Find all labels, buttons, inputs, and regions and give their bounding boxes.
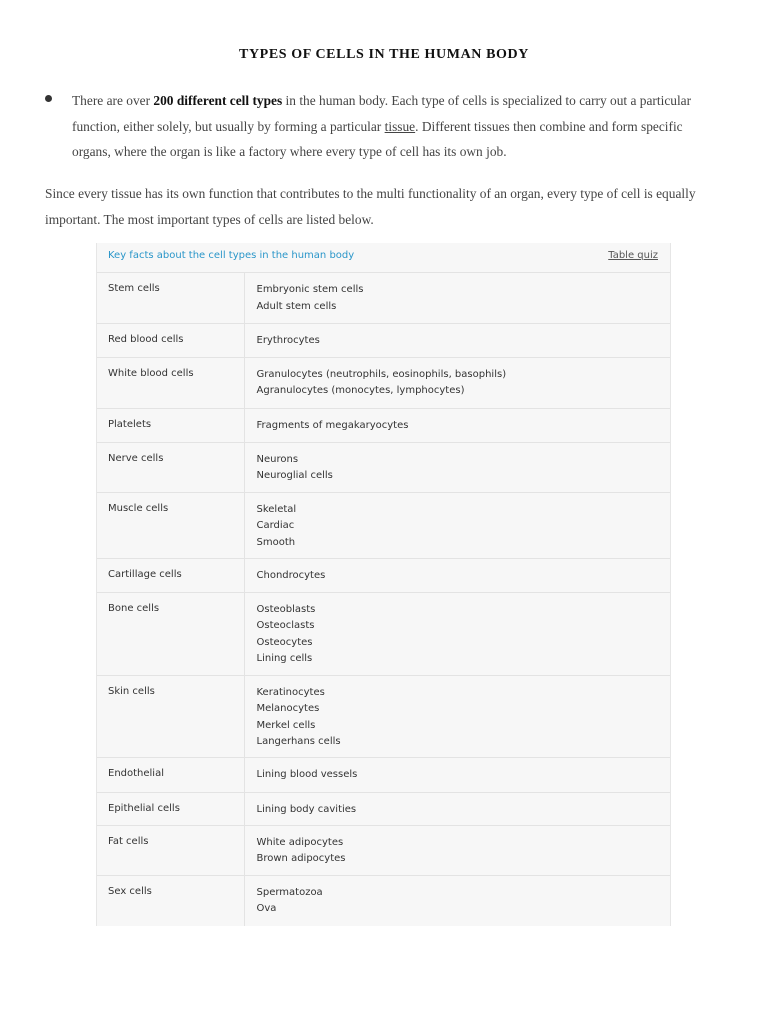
cell-types-table	[96, 243, 671, 926]
cell-subtypes	[244, 792, 670, 825]
cell-subtype: Granulocytes (neutrophils, eosinophils, basophils)	[256, 368, 507, 380]
cell-subtype: Embryonic stem cells	[256, 284, 364, 295]
table-header	[97, 243, 670, 273]
cell-subtypes	[244, 825, 670, 875]
cell-subtypes	[244, 492, 670, 558]
cell-name: Bone cells	[97, 592, 244, 675]
cell-name: Muscle cells	[97, 492, 244, 558]
cell-subtype: Smooth	[256, 536, 296, 548]
bullet-text-middle: in the human body. Each type of cells is specialized to carry out a particular function, either solely, but usually by forming a particular	[72, 93, 692, 134]
cell-subtypes	[244, 442, 670, 492]
cell-name: Nerve cells	[97, 442, 244, 492]
cell-count-highlight: 200 different cell types	[153, 93, 283, 108]
cell-subtypes	[244, 875, 670, 926]
cell-subtype: Neurons	[256, 453, 299, 465]
importance-paragraph: Since every tissue has its own function that contributes to the multi functionality of an organ, every type of cell is equally important. The most important types of cells are listed below.	[45, 186, 696, 227]
table-row	[97, 273, 670, 323]
cell-subtype: Lining blood vessels	[256, 768, 358, 780]
cell-name: Epithelial cells	[97, 792, 244, 825]
cell-subtypes	[244, 757, 670, 792]
table-row	[97, 825, 670, 875]
cell-subtype: Cardiac	[256, 520, 295, 531]
bullet-dot-icon	[45, 95, 52, 102]
table-row	[97, 323, 670, 357]
cell-subtype: Erythrocytes	[256, 334, 320, 346]
cell-subtypes	[244, 558, 670, 592]
cell-name: Fat cells	[97, 825, 244, 875]
cell-name: Stem cells	[97, 273, 244, 323]
cell-subtypes	[244, 323, 670, 357]
cell-name: Cartillage cells	[97, 558, 244, 592]
table-rows	[97, 273, 670, 926]
bullet-text	[72, 88, 715, 165]
cell-subtypes	[244, 273, 670, 323]
cell-subtypes	[244, 592, 670, 675]
cell-name: Sex cells	[97, 875, 244, 926]
cell-subtype: Neuroglial cells	[256, 470, 333, 481]
cell-subtype: Keratinocytes	[256, 686, 325, 698]
table-row	[97, 792, 670, 825]
cell-subtype: Skeletal	[256, 503, 297, 515]
table-body	[97, 273, 670, 926]
table-row	[97, 875, 670, 926]
table-quiz-link[interactable]: Table quiz	[608, 250, 658, 261]
cell-subtype: Langerhans cells	[256, 736, 341, 747]
table-row	[97, 675, 670, 757]
table-row	[97, 408, 670, 442]
cell-subtype: Merkel cells	[256, 719, 316, 731]
table-row	[97, 492, 670, 558]
cell-subtype: Osteocytes	[256, 636, 313, 648]
cell-name: Skin cells	[97, 675, 244, 757]
cell-subtype: Fragments of megakaryocytes	[256, 419, 409, 431]
cell-subtype: Osteoclasts	[256, 620, 315, 631]
cell-subtypes	[244, 408, 670, 442]
table-row	[97, 592, 670, 675]
cell-name: Endothelial	[97, 757, 244, 792]
cell-name: Platelets	[97, 408, 244, 442]
cell-subtype: Lining body cavities	[256, 803, 357, 815]
table-row	[97, 558, 670, 592]
bullet-text-end: . Different tissues then combine and form specific organs, where the organ is like a factory where every type of cell has its own job.	[72, 118, 683, 159]
cell-name: Red blood cells	[97, 323, 244, 357]
cell-subtype: Melanocytes	[256, 703, 320, 714]
cell-subtypes	[244, 675, 670, 757]
cell-subtype: Chondrocytes	[256, 569, 326, 581]
table-row	[97, 442, 670, 492]
cell-subtype: Lining cells	[256, 653, 313, 664]
intro-bullet	[45, 88, 715, 165]
cell-subtype: Ova	[256, 903, 277, 914]
table-caption: Key facts about the cell types in the human body	[108, 250, 355, 261]
tissue-link[interactable]: tissue	[384, 118, 416, 134]
cell-name: White blood cells	[97, 357, 244, 408]
cell-subtypes	[244, 357, 670, 408]
cell-subtype: Agranulocytes (monocytes, lymphocytes)	[256, 385, 465, 396]
bullet-text-start: There are over	[72, 93, 154, 108]
cell-subtype: White adipocytes	[256, 836, 344, 848]
cell-subtype: Osteoblasts	[256, 603, 316, 615]
page-title: TYPES OF CELLS IN THE HUMAN BODY	[239, 47, 529, 62]
table-row	[97, 757, 670, 792]
table-row	[97, 357, 670, 408]
cell-subtype: Spermatozoa	[256, 886, 323, 898]
cell-subtype: Adult stem cells	[256, 300, 337, 312]
cell-subtype: Brown adipocytes	[256, 853, 346, 864]
